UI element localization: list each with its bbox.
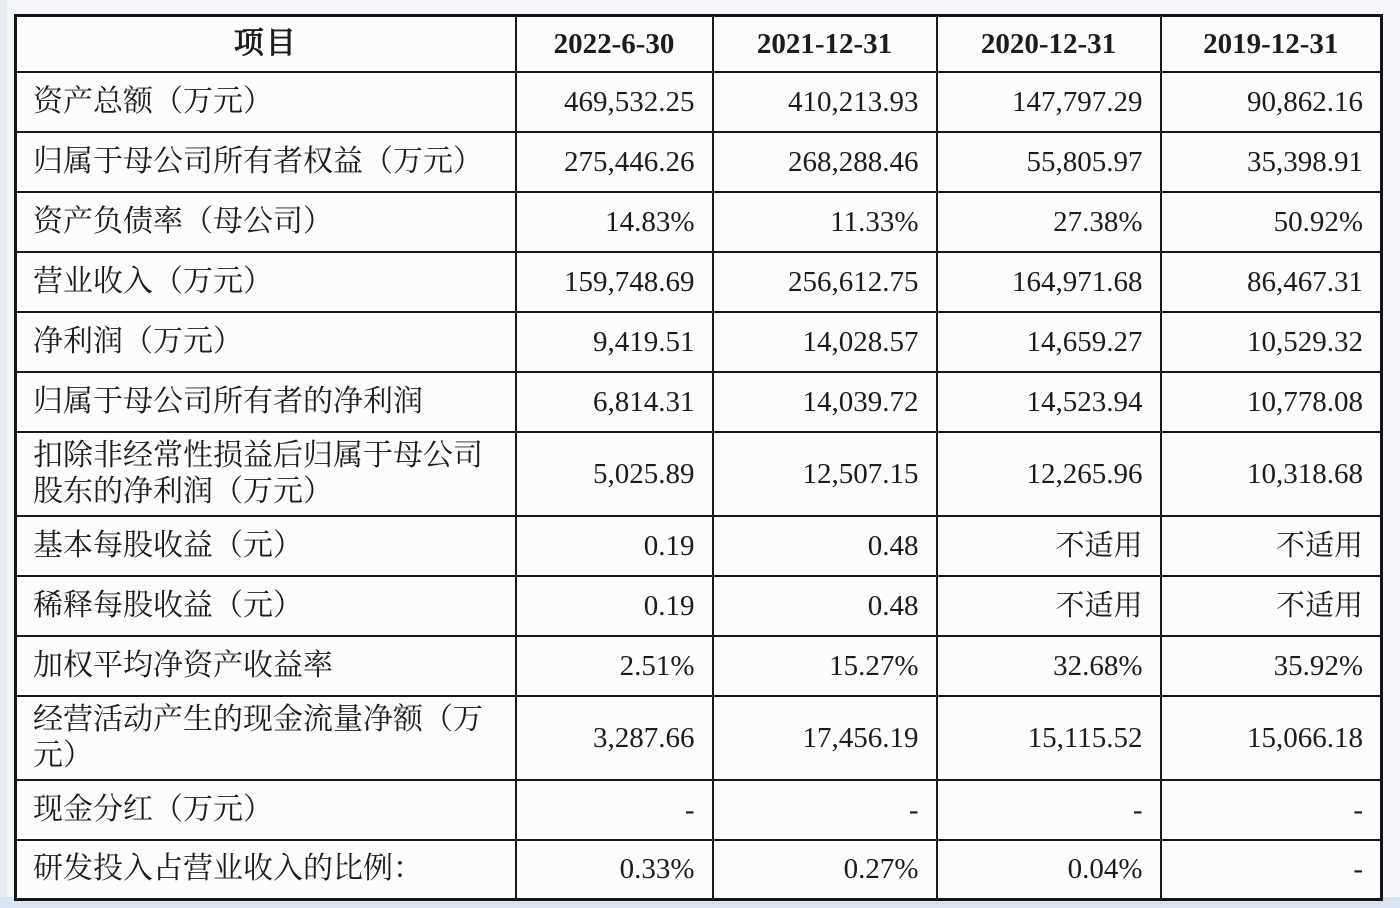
row-label: 归属于母公司所有者权益（万元）	[16, 132, 516, 192]
row-value: 86,467.31	[1161, 252, 1382, 312]
header-row	[16, 16, 1382, 72]
header-cell-period-2022-6-30: 2022-6-30	[516, 16, 713, 72]
row-value: 10,529.32	[1161, 312, 1382, 372]
row-value: 14.83%	[516, 192, 713, 252]
row-label: 资产负债率（母公司）	[16, 192, 516, 252]
row-value: 15,115.52	[937, 696, 1161, 780]
row-value: 不适用	[1161, 576, 1382, 636]
row-value: 不适用	[1161, 516, 1382, 576]
row-value: 256,612.75	[713, 252, 937, 312]
row-label: 扣除非经常性损益后归属于母公司股东的净利润（万元）	[16, 432, 516, 516]
row-value: 27.38%	[937, 192, 1161, 252]
row-value: 147,797.29	[937, 72, 1161, 132]
row-value: 不适用	[937, 576, 1161, 636]
row-value: 35,398.91	[1161, 132, 1382, 192]
row-value: 55,805.97	[937, 132, 1161, 192]
row-value: 0.48	[713, 576, 937, 636]
row-value: 10,318.68	[1161, 432, 1382, 516]
row-value: 6,814.31	[516, 372, 713, 432]
table-header	[16, 16, 1382, 72]
row-value: 2.51%	[516, 636, 713, 696]
row-label: 归属于母公司所有者的净利润	[16, 372, 516, 432]
row-value: 0.04%	[937, 840, 1161, 900]
header-cell-period-2020-12-31: 2020-12-31	[937, 16, 1161, 72]
row-label: 净利润（万元）	[16, 312, 516, 372]
row-value: 159,748.69	[516, 252, 713, 312]
row-label: 基本每股收益（元）	[16, 516, 516, 576]
row-value: 11.33%	[713, 192, 937, 252]
table-row	[16, 192, 1382, 252]
row-value: -	[1161, 840, 1382, 900]
row-value: 0.27%	[713, 840, 937, 900]
row-label: 稀释每股收益（元）	[16, 576, 516, 636]
row-value: -	[516, 780, 713, 840]
table-row	[16, 516, 1382, 576]
row-value: 35.92%	[1161, 636, 1382, 696]
row-value: 0.19	[516, 516, 713, 576]
row-label: 现金分红（万元）	[16, 780, 516, 840]
row-value: 0.48	[713, 516, 937, 576]
row-value: 14,523.94	[937, 372, 1161, 432]
row-value: 268,288.46	[713, 132, 937, 192]
table-row	[16, 252, 1382, 312]
row-value: 469,532.25	[516, 72, 713, 132]
row-value: 164,971.68	[937, 252, 1161, 312]
row-value: 410,213.93	[713, 72, 937, 132]
row-value: 275,446.26	[516, 132, 713, 192]
table-row	[16, 780, 1382, 840]
row-label: 资产总额（万元）	[16, 72, 516, 132]
table-body	[16, 72, 1382, 900]
row-value: 15,066.18	[1161, 696, 1382, 780]
row-value: 12,265.96	[937, 432, 1161, 516]
row-label: 研发投入占营业收入的比例：	[16, 840, 516, 900]
table-row	[16, 576, 1382, 636]
row-value: 0.33%	[516, 840, 713, 900]
row-value: -	[713, 780, 937, 840]
table-row	[16, 72, 1382, 132]
row-value: 不适用	[937, 516, 1161, 576]
row-value: 50.92%	[1161, 192, 1382, 252]
row-label: 经营活动产生的现金流量净额（万元）	[16, 696, 516, 780]
row-value: 9,419.51	[516, 312, 713, 372]
row-value: 14,659.27	[937, 312, 1161, 372]
row-value: 12,507.15	[713, 432, 937, 516]
row-value: 3,287.66	[516, 696, 713, 780]
row-value: 17,456.19	[713, 696, 937, 780]
header-cell-period-2019-12-31: 2019-12-31	[1161, 16, 1382, 72]
row-value: 14,039.72	[713, 372, 937, 432]
table-row	[16, 132, 1382, 192]
table-row	[16, 636, 1382, 696]
table-row	[16, 840, 1382, 900]
row-value: 15.27%	[713, 636, 937, 696]
table-row	[16, 432, 1382, 516]
header-cell-period-2021-12-31: 2021-12-31	[713, 16, 937, 72]
row-value: -	[937, 780, 1161, 840]
table-row	[16, 372, 1382, 432]
row-value: 5,025.89	[516, 432, 713, 516]
financial-summary-table	[14, 14, 1383, 901]
row-value: -	[1161, 780, 1382, 840]
row-value: 0.19	[516, 576, 713, 636]
row-value: 32.68%	[937, 636, 1161, 696]
table-row	[16, 312, 1382, 372]
header-cell-item: 项目	[16, 16, 516, 72]
row-value: 90,862.16	[1161, 72, 1382, 132]
row-value: 14,028.57	[713, 312, 937, 372]
row-label: 营业收入（万元）	[16, 252, 516, 312]
table-row	[16, 696, 1382, 780]
row-label: 加权平均净资产收益率	[16, 636, 516, 696]
page-edge-shading-left	[0, 0, 7, 908]
row-value: 10,778.08	[1161, 372, 1382, 432]
